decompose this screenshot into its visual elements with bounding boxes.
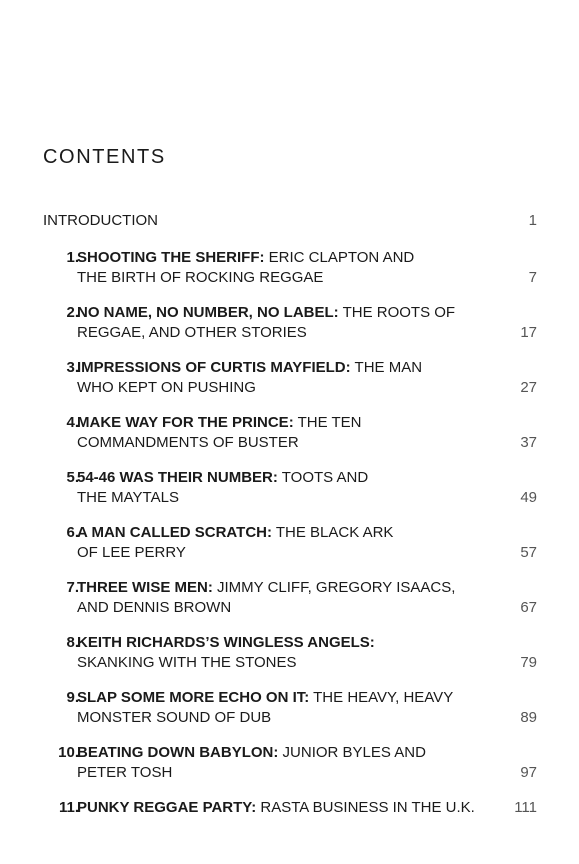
chapter-title: MAKE WAY FOR THE PRINCE: <box>77 414 294 431</box>
toc-entry[interactable] <box>0 248 579 303</box>
page-number: 27 <box>520 378 537 396</box>
chapter-number: 1. <box>66 249 79 266</box>
chapter-subtitle-continued: OF LEE PERRY <box>77 543 186 561</box>
chapter-subtitle: THE ROOTS OF <box>338 304 456 321</box>
page-number: 7 <box>528 268 537 286</box>
toc-entry[interactable] <box>0 688 579 743</box>
page-number: 17 <box>520 323 537 341</box>
chapter-title-block <box>77 468 497 507</box>
chapter-number: 4. <box>66 414 79 431</box>
chapter-number: 9. <box>66 689 79 706</box>
chapter-title-block <box>77 523 497 562</box>
page-number: 97 <box>520 763 537 781</box>
chapter-subtitle-continued: PETER TOSH <box>77 763 173 781</box>
toc-entry[interactable] <box>0 523 579 578</box>
toc-entry[interactable] <box>0 468 579 523</box>
chapter-title-block <box>77 798 497 818</box>
chapter-title: BEATING DOWN BABYLON: <box>77 744 279 761</box>
chapter-title-block <box>77 248 497 287</box>
chapter-title-block <box>77 633 497 672</box>
chapter-number: 5. <box>66 469 79 486</box>
chapter-subtitle: TOOTS AND <box>277 469 369 486</box>
chapter-subtitle: THE BLACK ARK <box>271 524 394 541</box>
page-number: 79 <box>520 653 537 671</box>
chapter-title: KEITH RICHARDS’S WINGLESS ANGELS: <box>77 634 375 651</box>
chapter-number: 8. <box>66 634 79 651</box>
chapter-subtitle: THE HEAVY, HEAVY <box>309 689 454 706</box>
chapter-title: A MAN CALLED SCRATCH: <box>77 524 272 541</box>
toc-entry[interactable] <box>0 413 579 468</box>
page-number: 67 <box>520 598 537 616</box>
introduction-label: INTRODUCTION <box>43 212 158 229</box>
toc-entry-introduction[interactable] <box>43 212 537 232</box>
chapter-title: 54-46 WAS THEIR NUMBER: <box>77 469 278 486</box>
chapter-subtitle-continued: THE MAYTALS <box>77 488 179 506</box>
chapter-number: 3. <box>66 359 79 376</box>
chapter-subtitle: ERIC CLAPTON AND <box>264 249 415 266</box>
chapter-number: 10. <box>58 744 79 761</box>
page-number: 89 <box>520 708 537 726</box>
chapter-title-block <box>77 688 497 727</box>
chapter-number: 2. <box>66 304 79 321</box>
chapter-title-block <box>77 413 497 452</box>
chapter-number: 11. <box>58 799 79 816</box>
chapter-title: SHOOTING THE SHERIFF: <box>77 249 265 266</box>
chapter-number: 6. <box>66 524 79 541</box>
page-number: 111 <box>514 799 537 816</box>
toc-list <box>0 248 579 853</box>
chapter-subtitle-continued: WHO KEPT ON PUSHING <box>77 378 256 396</box>
chapter-title-block <box>77 578 497 617</box>
toc-entry[interactable] <box>0 798 579 853</box>
chapter-subtitle-continued: REGGAE, AND OTHER STORIES <box>77 323 307 341</box>
page-number: 49 <box>520 488 537 506</box>
page-title: CONTENTS <box>43 146 166 168</box>
page-number: 37 <box>520 433 537 451</box>
page-number: 57 <box>520 543 537 561</box>
chapter-subtitle-continued: COMMANDMENTS OF BUSTER <box>77 433 299 451</box>
chapter-subtitle: THE TEN <box>293 414 362 431</box>
chapter-title-block <box>77 303 497 342</box>
chapter-subtitle: THE MAN <box>350 359 423 376</box>
toc-entry[interactable] <box>0 743 579 798</box>
chapter-subtitle-continued: THE BIRTH OF ROCKING REGGAE <box>77 268 324 286</box>
toc-entry[interactable] <box>0 303 579 358</box>
chapter-title-block <box>77 743 497 782</box>
chapter-title: PUNKY REGGAE PARTY: <box>77 799 257 816</box>
chapter-subtitle: RASTA BUSINESS IN THE U.K. <box>256 799 475 816</box>
chapter-subtitle: JUNIOR BYLES AND <box>278 744 426 761</box>
chapter-title: SLAP SOME MORE ECHO ON IT: <box>77 689 310 706</box>
chapter-title: THREE WISE MEN: <box>77 579 213 596</box>
chapter-subtitle-continued: MONSTER SOUND OF DUB <box>77 708 272 726</box>
chapter-subtitle-continued: AND DENNIS BROWN <box>77 598 232 616</box>
chapter-number: 7. <box>66 579 79 596</box>
toc-entry[interactable] <box>0 578 579 633</box>
chapter-title: IMPRESSIONS OF CURTIS MAYFIELD: <box>77 359 351 376</box>
page-number: 1 <box>528 212 537 229</box>
chapter-title: NO NAME, NO NUMBER, NO LABEL: <box>77 304 339 321</box>
chapter-subtitle-continued: SKANKING WITH THE STONES <box>77 653 297 671</box>
chapter-subtitle: JIMMY CLIFF, GREGORY ISAACS, <box>212 579 456 596</box>
toc-entry[interactable] <box>0 633 579 688</box>
toc-entry[interactable] <box>0 358 579 413</box>
chapter-title-block <box>77 358 497 397</box>
